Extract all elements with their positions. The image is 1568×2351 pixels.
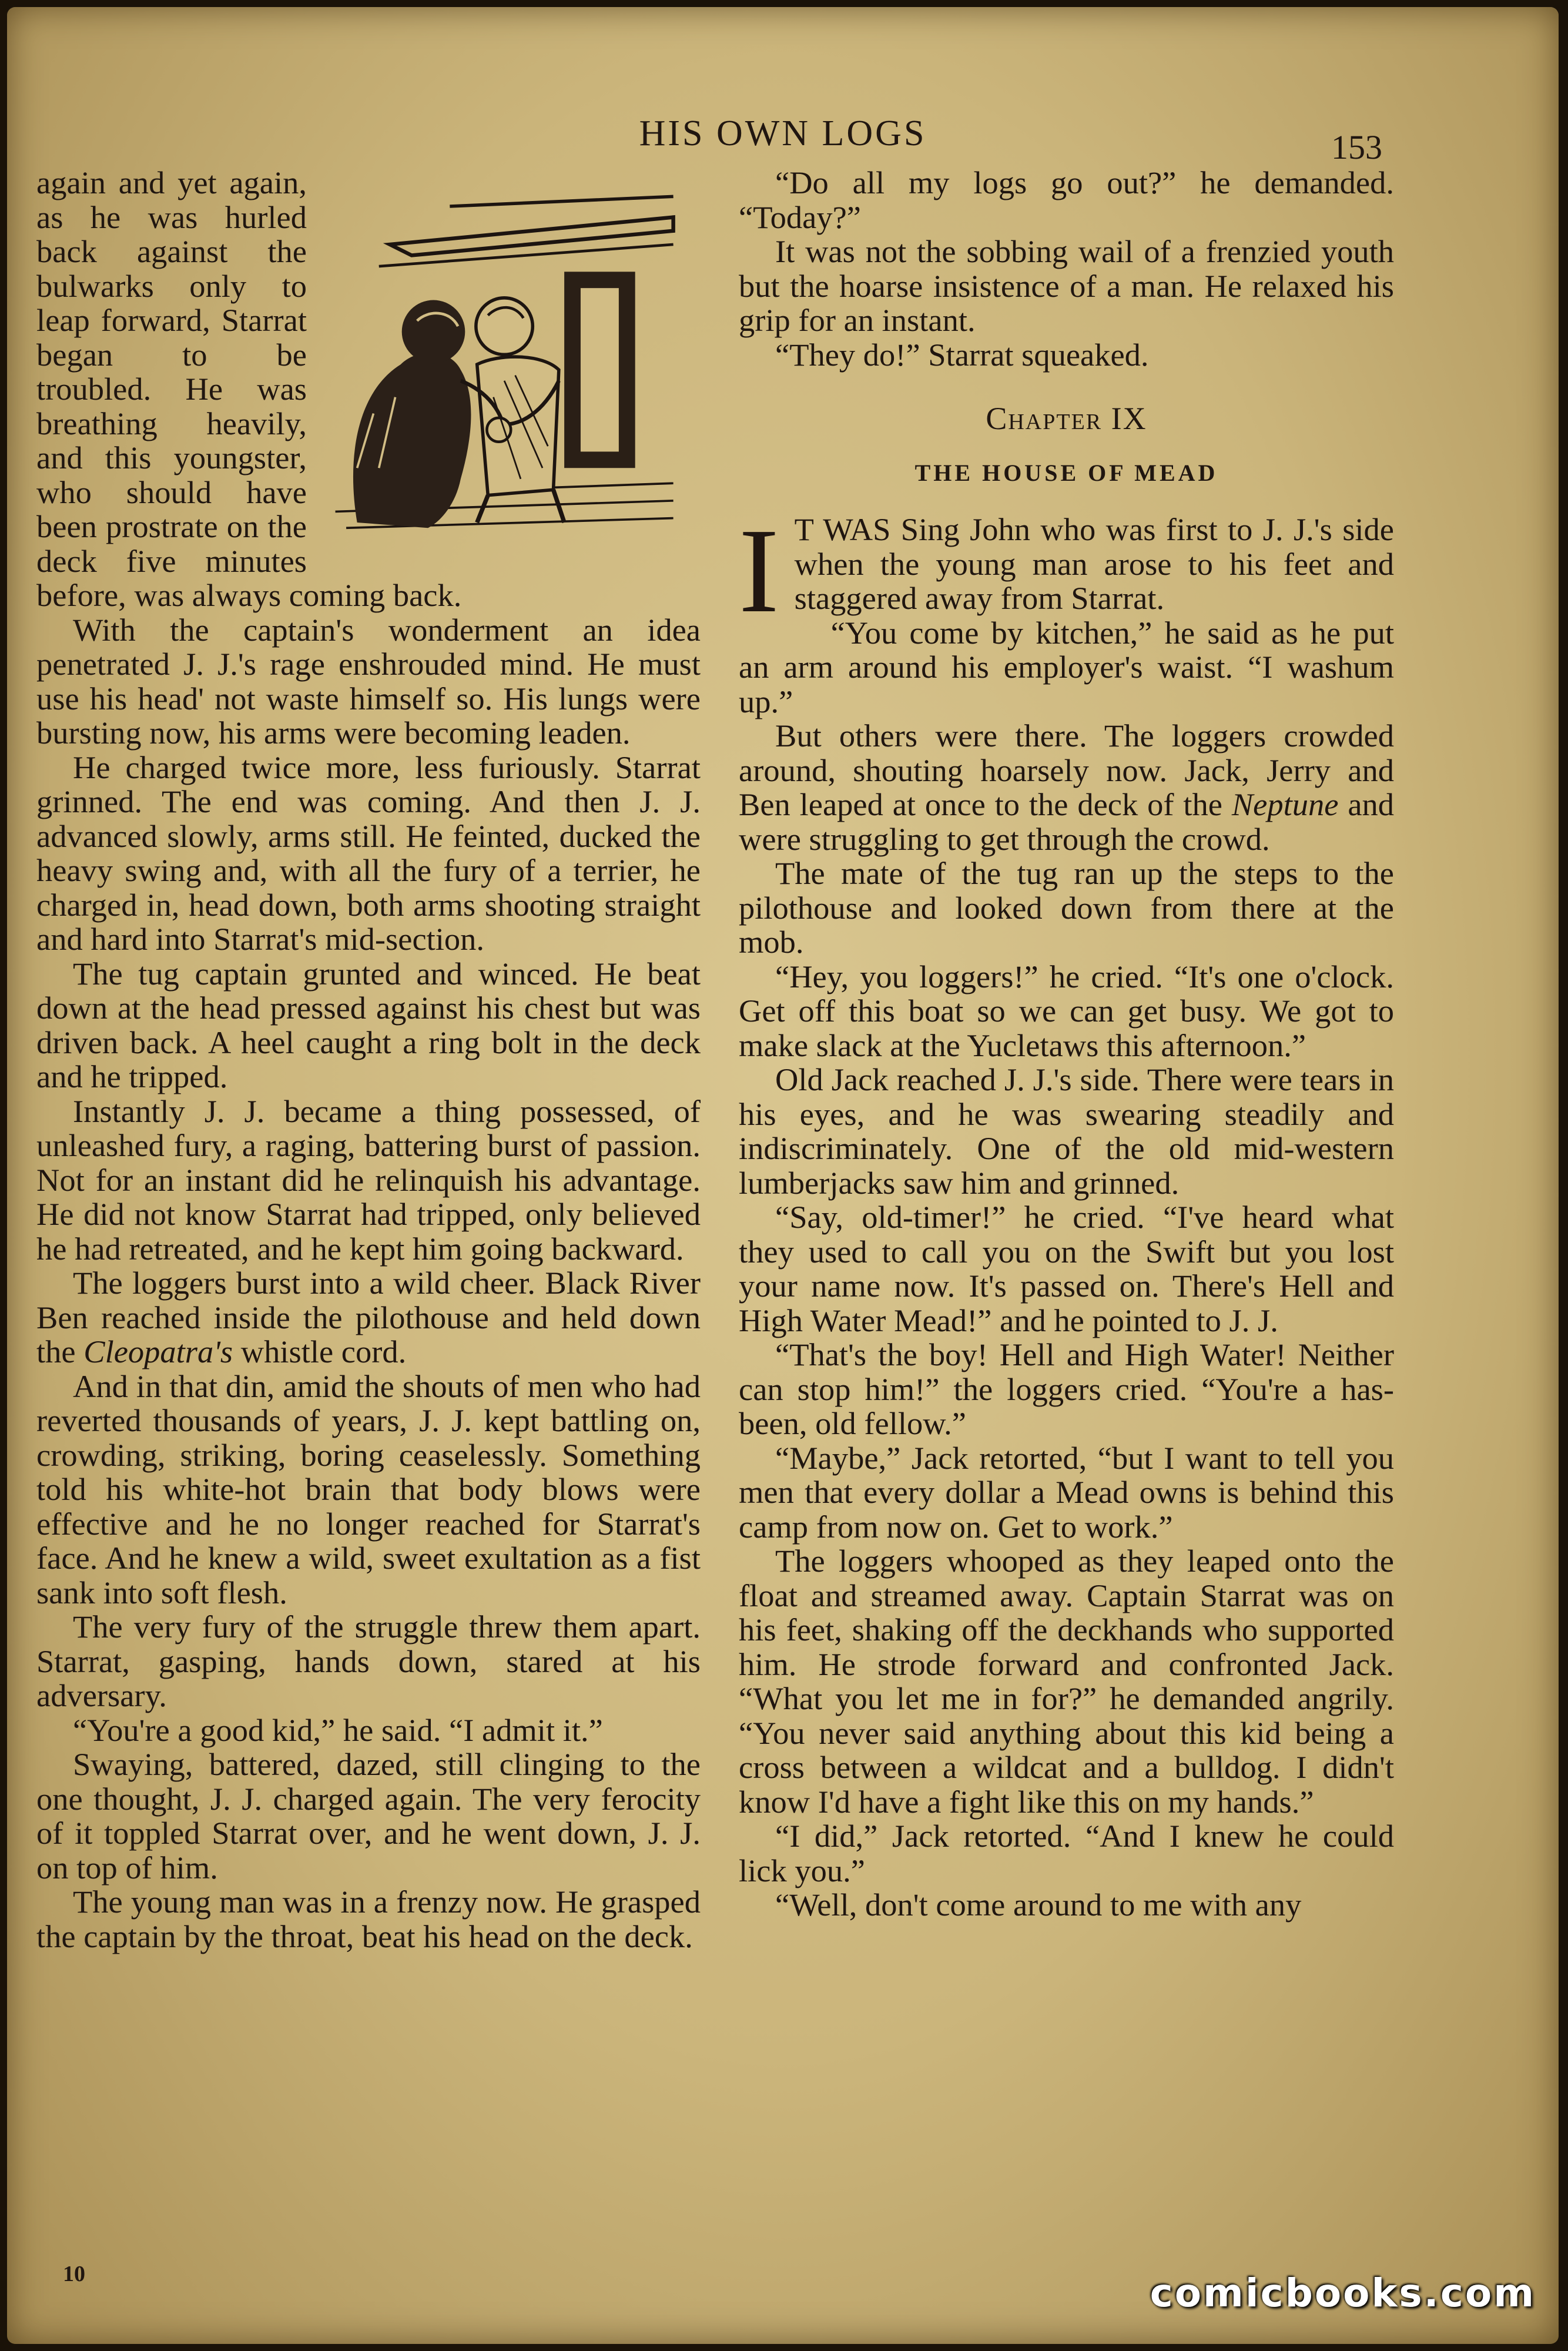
right-column: [739, 166, 1394, 1923]
paragraph: The very fury of the struggle threw them apart. Starrat, gasping, hands down, stared at his adversary.: [36, 1609, 701, 1713]
paragraph: The loggers whooped as they leaped onto the float and streamed away. Captain Starrat was on his feet, shaking off the deckhands who supported him. He strode forward and confronted Jack. “What you let me in for?” he demanded angrily. “You never said anything about this kid being a cross between a wildcat and a bulldog. I didn't know I'd have a fight like this on my hands.”: [739, 1543, 1394, 1820]
paragraph: “They do!” Starrat squeaked.: [775, 336, 1149, 373]
running-title: HIS OWN LOGS: [639, 113, 927, 153]
chapter-title: THE HOUSE OF MEAD: [914, 459, 1218, 486]
paragraph: “Maybe,” Jack retorted, “but I want to tell you men that every dollar a Mead owns is behind this camp from now on. Get to work.”: [739, 1439, 1394, 1545]
printer-signature-mark: 10: [63, 2262, 85, 2286]
paragraph: The tug captain grunted and winced. He beat down at the head pressed against his chest but was driven back. A heel caught a ring bolt in the deck and he tripped.: [36, 955, 701, 1094]
chapter-opening-paragraph: I T WAS Sing John who was first to J. J.'s side when the young man arose to his feet and staggered away from Starrat.: [739, 503, 1394, 638]
book-page: [7, 7, 1559, 2344]
page-number: 153: [1331, 128, 1382, 166]
site-watermark: comicbooks.com: [1150, 2270, 1536, 2316]
chapter-heading: Chapter IX: [986, 401, 1147, 436]
ship-name: Neptune: [1231, 786, 1339, 822]
paragraph: The loggers burst into a wild cheer. Black River Ben reached inside the pilothouse and held down the Cleopatra's whistle cord.: [36, 1265, 701, 1369]
paragraph: Swaying, battered, dazed, still clinging to the one thought, J. J. charged again. The very ferocity of it toppled Starrat over, and he went down, J. J. on top of him.: [36, 1746, 701, 1886]
paragraph: The mate of the tug ran up the steps to the pilothouse and looked down from there at the mob.: [739, 855, 1394, 960]
paragraph: But others were there. The loggers crowded around, shouting hoarsely now. Jack, Jerry and Ben leaped at once to the deck of the Neptune and were struggling to get through the crowd.: [739, 718, 1395, 857]
paragraph: Old Jack reached J. J.'s side. There were tears in his eyes, and he was swearing steadily and indiscriminately. One of the old mid-western lumberjacks saw him and grinned.: [739, 1061, 1394, 1201]
paragraph: Instantly J. J. became a thing possessed, of unleashed fury, a raging, battering burst of passion. Not for an instant did he relinquish his advantage. He did not know Starrat had tripped, only believed he had retreated, and he kept him going backward.: [36, 1093, 701, 1267]
paragraph: “Say, old-timer!” he cried. “I've heard what they used to call you on the Swift but you lost your name now. It's passed on. There's Hell and High Water Mead!” and he pointed to J. J.: [739, 1199, 1394, 1338]
left-column: [36, 166, 701, 1954]
paragraph: “Hey, you loggers!” he cried. “It's one o'clock. Get off this boat so we can get busy. We got to make slack at the Yucletaws this afternoon.”: [739, 958, 1394, 1063]
paragraph: He charged twice more, less furiously. Starrat grinned. The end was coming. And then J. J. advanced slowly, arms still. He feinted, ducked the heavy swing and, with all the fury of a terrier, he charged in, head down, both arms shooting straight and hard into Starrat's mid-section.: [36, 749, 701, 957]
paragraph: With the captain's wonderment an idea penetrated J. J.'s rage enshrouded mind. He must use his head' not waste himself so. His lungs were bursting now, his arms were becoming leaden.: [36, 611, 701, 751]
paragraph: The young man was in a frenzy now. He grasped the captain by the throat, beat his head on the deck.: [36, 1884, 701, 1954]
paragraph: “That's the boy! Hell and High Water! Neither can stop him!” the loggers cried. “You're a has-been, old fellow.”: [739, 1337, 1394, 1441]
two-men-fighting-illustration: [324, 176, 701, 552]
paragraph: “I did,” Jack retorted. “And I knew he could lick you.”: [739, 1818, 1394, 1888]
drop-cap: I: [739, 503, 779, 638]
paragraph: “Do all my logs go out?” he demanded. “Today?”: [739, 165, 1394, 235]
paragraph: “Well, don't come around to me with any: [775, 1887, 1302, 1923]
paragraph: It was not the sobbing wail of a frenzied youth but the hoarse insistence of a man. He relaxed his grip for an instant.: [739, 233, 1394, 338]
paragraph: “You're a good kid,” he said. “I admit it.”: [73, 1712, 603, 1748]
paragraph: “You come by kitchen,” he said as he put an arm around his employer's waist. “I washum up.”: [739, 614, 1394, 719]
ship-name: Cleopatra's: [83, 1334, 233, 1369]
paragraph: again and yet again, as he was hurled back against the bulwarks only to leap forward, Starrat began to be troubled. He was breathing heavily, and this youngster, who should have been prostrate on the deck five minutes before, was always coming back.: [36, 166, 701, 613]
paragraph: And in that din, amid the shouts of men who had reverted thousands of years, J. J. kept battling on, crowding, striking, boring ceaselessly. Something told his white-hot brain that body blows were effective and he no longer reached for Starrat's face. And he knew a wild, sweet exultation as a fist sank into soft flesh.: [36, 1368, 701, 1610]
